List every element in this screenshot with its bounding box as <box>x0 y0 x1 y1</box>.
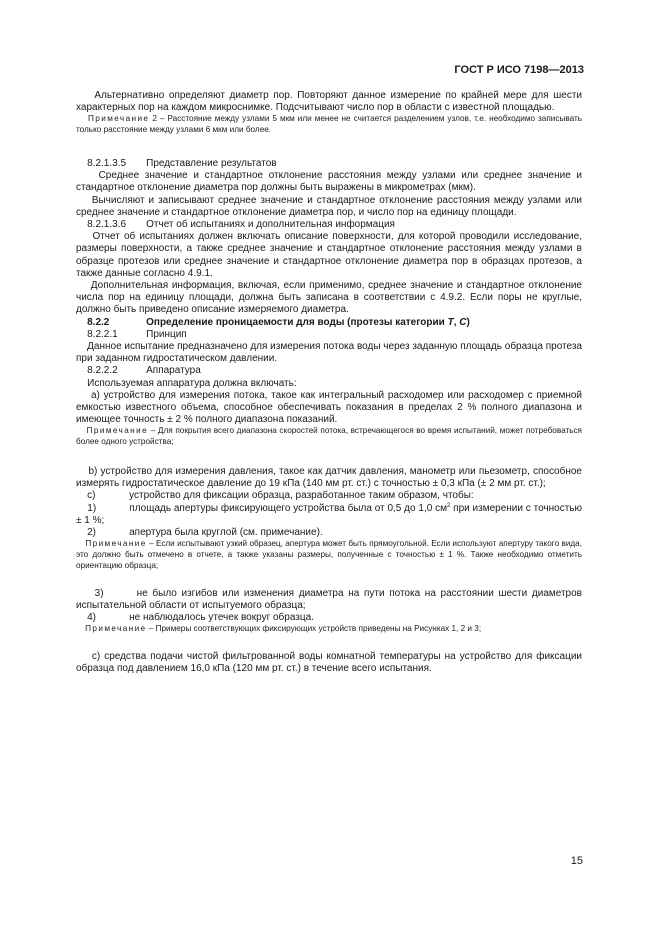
section-number: 8.2.2.2 <box>87 365 118 377</box>
paragraph-text: Данное испытание предназначено для измерения потока воды через заданную площадь образца протеза при заданном гидростатическом давлении. <box>76 341 582 365</box>
note <box>76 114 582 136</box>
superscript: 2 <box>446 502 451 509</box>
paragraph <box>76 90 582 114</box>
paragraph <box>76 390 582 427</box>
note-label: Примечание <box>86 426 149 436</box>
category-separator: , <box>453 316 460 328</box>
paragraph <box>76 466 582 490</box>
section-heading <box>76 365 582 377</box>
section-heading <box>76 317 582 329</box>
paragraph <box>76 280 582 317</box>
paragraph-text: Вычисляют и записывают среднее значение и стандартное отклонение расстояния между узлами или среднее значение и стандартное отклонение диаметра пор, и число пор на единицу площади. <box>76 194 582 218</box>
section-number: 8.2.2 <box>87 316 110 328</box>
list-item <box>76 527 582 539</box>
paragraph-text: b) устройство для измерения давления, такое как датчик давления, манометр или пьезометр, способное измерять гидростатическое давление до 19 кПа (140 мм рт. ст.) с точностью ± 0,3 кПа (± 2 мм рт. ст.); <box>76 466 582 490</box>
section-heading <box>76 158 582 170</box>
document-header: ГОСТ Р ИСО 7198—2013 <box>454 64 584 76</box>
paragraph-text: с) средства подачи чистой фильтрованной воды комнатной температуры на устройство для фиксации образца под давлением 16,0 кПа (120 мм рт. ст.) в течение всего испытания. <box>76 651 582 675</box>
note-text: – Если испытывают узкий образец, апертура может быть прямоугольной. Если используют апертуру такого вида, это должно быть отмечено в отчете, а также указаны размеры, полученные с точностью ± 1 %. Также необходимо отметить ориентацию образца; <box>76 539 583 570</box>
list-text: площадь апертуры фиксирующего устройства была от 0,5 до 1,0 см <box>129 502 447 514</box>
list-marker: 4) <box>87 612 97 624</box>
list-item <box>76 612 582 624</box>
paragraph-text: Отчет об испытаниях должен включать описание поверхности, для которой проводили исследование, размеры поверхности, а также среднее значение и стандартное отклонение расстояния между узлами в образце протезов или среднее значение и стандартное отклонение диаметра пор в образцах протезов, а также данные согласно 4.9.1. <box>76 231 582 279</box>
list-marker: c) <box>87 490 96 502</box>
paragraph <box>76 195 582 219</box>
list-marker: 2) <box>87 527 97 539</box>
paragraph <box>76 378 582 390</box>
section-title: Аппаратура <box>146 365 201 377</box>
note-text: – Примеры соответствующих фиксирующих устройств приведены на Рисунках 1, 2 и 3; <box>148 624 482 634</box>
title-end: ) <box>466 316 470 328</box>
note-text: 2 – Расстояние между узлами 5 мкм или менее не считается разделением узлов, т.е. необходимо записывать только расстояние между узлами 6 мкм или более. <box>76 114 582 135</box>
section-title: Определение проницаемости для воды (протезы категории <box>146 316 448 328</box>
section-heading <box>76 329 582 341</box>
paragraph <box>76 170 582 194</box>
section-heading <box>76 219 582 231</box>
list-marker: 3) <box>94 587 104 599</box>
document-body <box>76 90 582 675</box>
section-title: Отчет об испытаниях и дополнительная информация <box>146 219 395 231</box>
note-label: Примечание <box>87 114 150 124</box>
section-number: 8.2.2.1 <box>87 328 118 340</box>
list-item <box>76 490 582 502</box>
note-label: Примечание <box>85 624 147 634</box>
list-text: апертура была круглой (см. примечание). <box>129 527 323 539</box>
list-text: не было изгибов или изменения диаметра на пути потока на расстоянии шести диаметров испытательной области от испытуемого образца; <box>76 587 582 611</box>
note <box>76 624 582 635</box>
list-item <box>76 588 582 612</box>
list-text-cont: при измерении с точностью ± 1 %; <box>76 502 582 526</box>
section-title: Представление результатов <box>146 158 277 169</box>
paragraph-text: Альтернативно определяют диаметр пор. Повторяют данное измерение по крайней мере для шести характерных пор на каждом микроснимке. Подсчитывают число пор в области с известной площадью. <box>76 90 582 114</box>
list-item <box>76 503 582 527</box>
page-number: 15 <box>570 855 583 867</box>
list-marker: 1) <box>87 502 97 514</box>
section-number: 8.2.1.3.6 <box>87 219 127 231</box>
note <box>76 539 582 571</box>
paragraph <box>76 651 582 675</box>
list-text: не наблюдалось утечек вокруг образца. <box>129 612 314 624</box>
paragraph-text: Среднее значение и стандартное отклонение расстояния между узлами или среднее значение и стандартное отклонение диаметра пор должны быть выражены в микрометрах (мкм). <box>76 170 582 194</box>
paragraph <box>76 341 582 365</box>
paragraph-text: Используемая аппаратура должна включать: <box>87 377 297 389</box>
note <box>76 426 582 448</box>
list-text: устройство для фиксации образца, разработанное таким образом, чтобы: <box>129 490 474 502</box>
note-text: – Для покрытия всего диапазона скоростей потока, встречающегося во время испытаний, может потребоваться более одного устройства; <box>76 426 582 447</box>
section-title: Принцип <box>146 328 187 340</box>
category-c: С <box>459 316 467 328</box>
section-number: 8.2.1.3.5 <box>87 158 127 169</box>
note-label: Примечание <box>85 539 147 549</box>
paragraph-text: а) устройство для измерения потока, такое как интегральный расходомер или расходомер с приемной емкостью известного объема, способное обеспечивать показания в пределах 2 % полного диапазона и имеющее точность ± 2 % полного диапазона показаний. <box>76 389 582 426</box>
paragraph-text: Дополнительная информация, включая, если применимо, среднее значение и стандартное отклонение числа пор на единицу площади, должна быть записана в соответствии с 4.9.2. Если поры не круглые, должно быть приведено описание измеряемого диаметра. <box>76 280 582 316</box>
paragraph <box>76 231 582 280</box>
category-t: Т <box>447 316 454 328</box>
